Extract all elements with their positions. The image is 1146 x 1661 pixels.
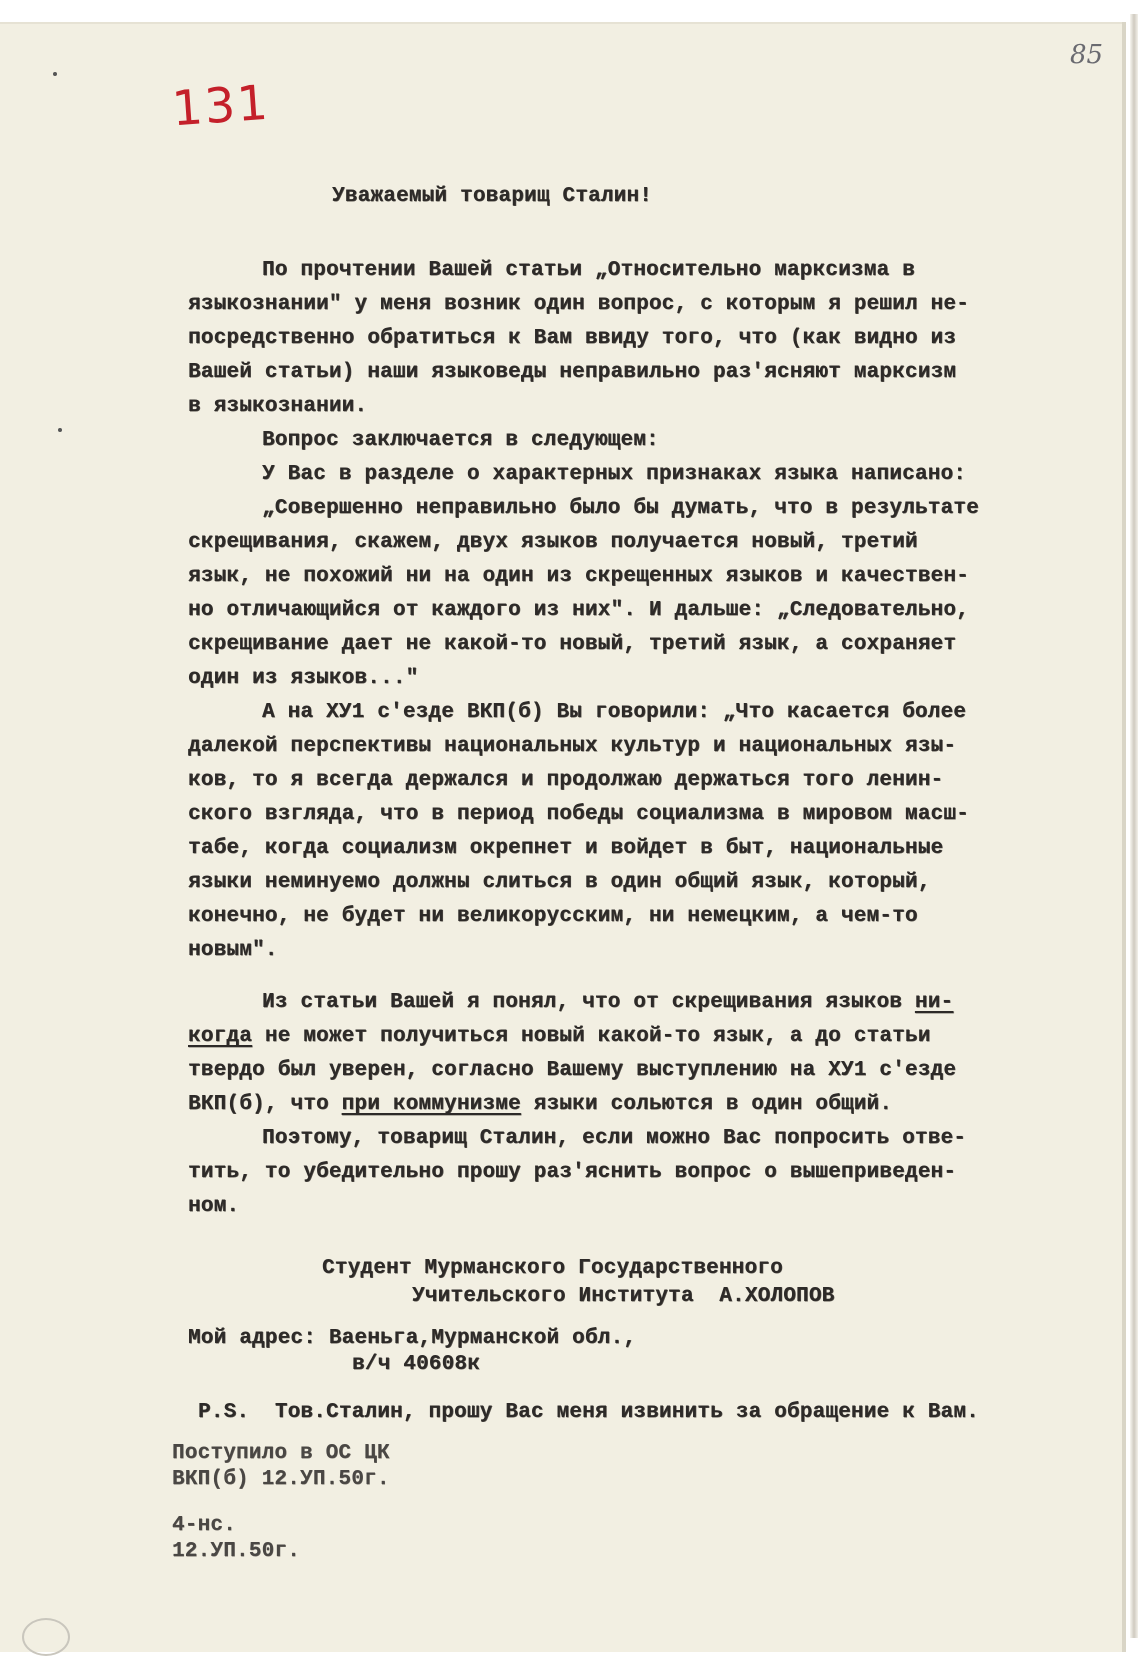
- archive-page-number: 85: [1070, 40, 1104, 70]
- faded-stamp-circle: [22, 1618, 70, 1656]
- paragraph3-line1: У Вас в разделе о характерных признаках языка написано:: [262, 463, 967, 486]
- address-line1: Мой адрес: Ваеньга,Мурманской обл.,: [188, 1327, 637, 1350]
- paragraph5-line2: [188, 1020, 931, 1054]
- underlined-word-ni: ни-: [914, 991, 954, 1014]
- paragraph5-line4-start: ВКП(б), что: [188, 1093, 342, 1116]
- paragraph1-line5: в языкознании.: [188, 395, 368, 418]
- paragraph4-line3: ков, то я всегда держался и продолжаю держаться того ленин-: [188, 769, 944, 792]
- registry-line2: ВКП(б) 12.УП.50г.: [172, 1468, 390, 1491]
- paragraph4-line7: конечно, не будет ни великорусским, ни немецким, а чем-то: [188, 905, 918, 928]
- paragraph3-line3: скрещивания, скажем, двух языков получается новый, третий: [188, 531, 918, 554]
- paragraph1-line3: посредственно обратиться к Вам ввиду того, что (как видно из: [188, 327, 957, 350]
- paragraph2: Вопрос заключается в следующем:: [262, 429, 659, 452]
- paragraph6-line1: Поэтому, товарищ Сталин, если можно Вас попросить отве-: [262, 1127, 967, 1150]
- postscript: [198, 1396, 979, 1430]
- paragraph5-line1-start: Из статьи Вашей я понял, что от скрещивания языков: [262, 991, 915, 1014]
- salutation: Уважаемый товарищ Сталин!: [332, 185, 653, 208]
- paragraph4-line2: далекой перспективы национальных культур и национальных язы-: [188, 735, 957, 758]
- paragraph3-line6: скрещивание дает не какой-то новый, третий язык, а сохраняет: [188, 633, 957, 656]
- address-line2: в/ч 40608к: [352, 1353, 481, 1376]
- paragraph3-line2: „Совершенно неправильно было бы думать, что в результате: [262, 497, 979, 520]
- paper-mark: [58, 428, 62, 432]
- postscript-label: P.S.: [198, 1401, 250, 1424]
- paragraph5-line4: [188, 1088, 892, 1122]
- paragraph4-line4: ского взгляда, что в период победы социализма в мировом масш-: [188, 803, 969, 826]
- underlined-word-kogda: когда: [188, 1025, 253, 1048]
- paragraph6-line3: ном.: [188, 1195, 240, 1218]
- paragraph1-line1: По прочтении Вашей статьи „Относительно марксизма в: [262, 259, 915, 282]
- paragraph5-line4-rest: языки сольются в один общий.: [520, 1093, 893, 1116]
- paper-mark: [53, 72, 57, 76]
- paragraph5-line3: твердо был уверен, согласно Вашему выступлению на ХУ1 с'езде: [188, 1059, 957, 1082]
- registry-line1: Поступило в ОС ЦК: [172, 1442, 390, 1465]
- paragraph6-line2: тить, то убедительно прошу раз'яснить вопрос о вышеприведен-: [188, 1161, 957, 1184]
- paragraph3-line5: но отличающийся от каждого из них". И дальше: „Следовательно,: [188, 599, 969, 622]
- registry-line4: 12.УП.50г.: [172, 1540, 301, 1563]
- folio-number: 131: [170, 74, 272, 138]
- paragraph4-line8: новым".: [188, 939, 278, 962]
- paragraph5-line2-rest: не может получиться новый какой-то язык, а до статьи: [252, 1025, 931, 1048]
- signature-line2: Учительского Института А.ХОЛОПОВ: [412, 1285, 835, 1308]
- paragraph3-line4: язык, не похожий ни на один из скрещенных языков и качествен-: [188, 565, 969, 588]
- paragraph1-line2: языкознании" у меня возник один вопрос, с которым я решил не-: [188, 293, 969, 316]
- paragraph4-line1: А на ХУ1 с'езде ВКП(б) Вы говорили: „Что касается более: [262, 701, 967, 724]
- sheet-edge: [1130, 14, 1138, 1638]
- registry-line3: 4-нс.: [172, 1514, 237, 1537]
- paragraph1-line4: Вашей статьи) наши языковеды неправильно раз'ясняют марксизм: [188, 361, 957, 384]
- paragraph5-line1: [262, 986, 953, 1020]
- signature-line1: Студент Мурманского Государственного: [322, 1257, 783, 1280]
- paragraph4-line6: языки неминуемо должны слиться в один общий язык, который,: [188, 871, 931, 894]
- paragraph4-line5: табе, когда социализм окрепнет и войдет в быт, национальные: [188, 837, 944, 860]
- postscript-text: Тов.Сталин, прошу Вас меня извинить за обращение к Вам.: [274, 1401, 979, 1424]
- paragraph3-line7: один из языков...": [188, 667, 419, 690]
- underlined-phrase-communism: при коммунизме: [341, 1093, 521, 1116]
